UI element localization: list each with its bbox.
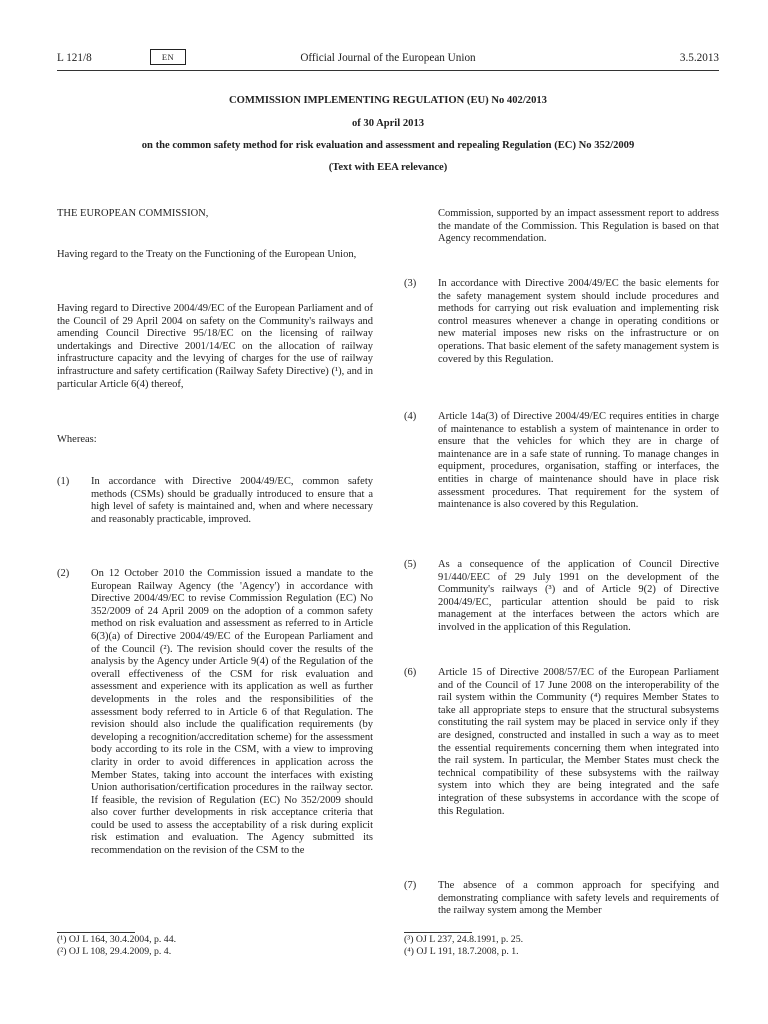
directive-paragraph: Having regard to Directive 2004/49/EC of the European Parliament and of the Council of 29 April 2004 on safety on the Community's railways and amending Council Directive 95/18/EC on the licensing of railway undertakings and Directive 2001/14/EC on the allocation of railway infrastructure capacity and the levying of charges for the use of railway infrastructure and safety certification (Railway Safety Directive) (¹), and in particular Article 6(4) thereof, (57, 303, 373, 390)
recital-6: Article 15 of Directive 2008/57/EC of the European Parliament and of the Council of 17 June 2008 on the interoperability of the rail system within the Community (⁴) requires Member States to take all appropriate steps to ensure that the structural subsystems constituting the rail system may be placed in service only if they are designed, constructed and installed in such a way as to meet the essential requirements concerning them when integrated into the rail system. In particular, the Member States must check the technical compatibility of these subsystems with the railway system into which they are being integrated and the safe integration of these subsystems in accordance with the scope of this Regulation. (438, 667, 719, 817)
journal-name: Official Journal of the European Union (300, 52, 476, 64)
treaty-paragraph: Having regard to the Treaty on the Functioning of the European Union, (57, 249, 357, 260)
recital-number: (2) (57, 568, 70, 579)
recital-number: (1) (57, 476, 70, 487)
footnote: (²) OJ L 108, 29.4.2009, p. 4. (57, 946, 172, 957)
recital-number: (4) (404, 411, 417, 422)
recital-3: In accordance with Directive 2004/49/EC the basic elements for the safety management system should include procedures and methods for carrying out risk evaluation and implementing risk control measures whenever a change in operating conditions or new material imposes new risks on the infrastructure or on operations. That basic element of the safety management system is covered by this Regulation. (438, 278, 719, 365)
recital-number: (7) (404, 880, 417, 891)
footnote: (⁴) OJ L 191, 18.7.2008, p. 1. (404, 946, 519, 957)
recital-2: On 12 October 2010 the Commission issued a mandate to the European Railway Agency (the 'Agency') in accordance with Directive 2004/49/EC to revise Commission Regulation (EC) No 352/2009 of 24 April 2009 on the adoption of a common safety method on risk evaluation and assessment as referred to in Article 6(3)(a) of Directive 2004/49/EC of the European Parliament and of the Council (²). The revision should cover the results of the analysis by the Agency under Article 9(4) of the Regulation of the overall effectiveness of the CSM for risk evaluation and assessment and experience with its application as well as further developments in the roles and the responsibilities of the assessment body referred to in Article 6 of that Regulation. The revision should also include the qualification requirements (by developing a recognition/accreditation scheme) for the assessment body according to its role in the CSM, with a view to improving clarity in order to avoid differences in application across the Member States, taking into account the interfaces with existing Union authorisation/certification procedures in the railway sector. If feasible, the revision of Regulation (EC) No 352/2009 should also cover further developments in risk acceptance criteria that could be used to assess the acceptability of a risk during explicit risk estimation and evaluation. The Agency submitted its recommendation on the revision of the CSM to the (91, 568, 373, 857)
eea-relevance: (Text with EEA relevance) (328, 161, 448, 173)
recital-number: (3) (404, 278, 417, 289)
footnote: (³) OJ L 237, 24.8.1991, p. 25. (404, 934, 524, 945)
footnote: (¹) OJ L 164, 30.4.2004, p. 44. (57, 934, 177, 945)
regulation-date: of 30 April 2013 (351, 117, 425, 129)
recital-number: (6) (404, 667, 417, 678)
left-column (57, 0, 373, 1024)
footnote-rule (57, 932, 135, 933)
publication-date: 3.5.2013 (679, 52, 719, 64)
page-reference: L 121/8 (57, 52, 92, 64)
recital-2-continuation: Commission, supported by an impact assessment report to address the mandate of the Commission. This Regulation is based on that Agency recommendation. (438, 208, 719, 245)
commission-heading: THE EUROPEAN COMMISSION, (57, 208, 209, 219)
recital-7: The absence of a common approach for specifying and demonstrating compliance with safety levels and requirements of the railway system among the Member (438, 880, 719, 917)
recital-number: (5) (404, 559, 417, 570)
right-column (404, 0, 719, 1024)
recital-4: Article 14a(3) of Directive 2004/49/EC requires entities in charge of maintenance to establish a system of maintenance in order to ensure that the vehicles for which they are in charge of maintenance are in a safe state of running. To manage changes in equipment, procedures, organisation, staffing or interfaces, the entities in charge of maintenance should have in place risk assessment procedures. That requirement for the system of maintenance is also covered by this Regulation. (438, 411, 719, 511)
regulation-subject: on the common safety method for risk evaluation and assessment and repealing Regulation (EC) No 352/2009 (141, 140, 635, 152)
regulation-title: COMMISSION IMPLEMENTING REGULATION (EU) No 402/2013 (229, 95, 547, 106)
whereas-heading: Whereas: (57, 434, 97, 445)
recital-1: In accordance with Directive 2004/49/EC, common safety methods (CSMs) should be gradually introduced to ensure that a high level of safety is maintained and, when and where necessary and reasonably practicable, improved. (91, 476, 373, 525)
recital-5: As a consequence of the application of Council Directive 91/440/EEC of 29 July 1991 on the development of the Community's railways (³) and of Article 9(2) of Directive 2004/49/EC, particular attention should be paid to risk management at the interfaces between the actors which are involved in the application of this Regulation. (438, 559, 719, 633)
footnote-rule (404, 932, 472, 933)
language-badge: EN (150, 49, 186, 65)
